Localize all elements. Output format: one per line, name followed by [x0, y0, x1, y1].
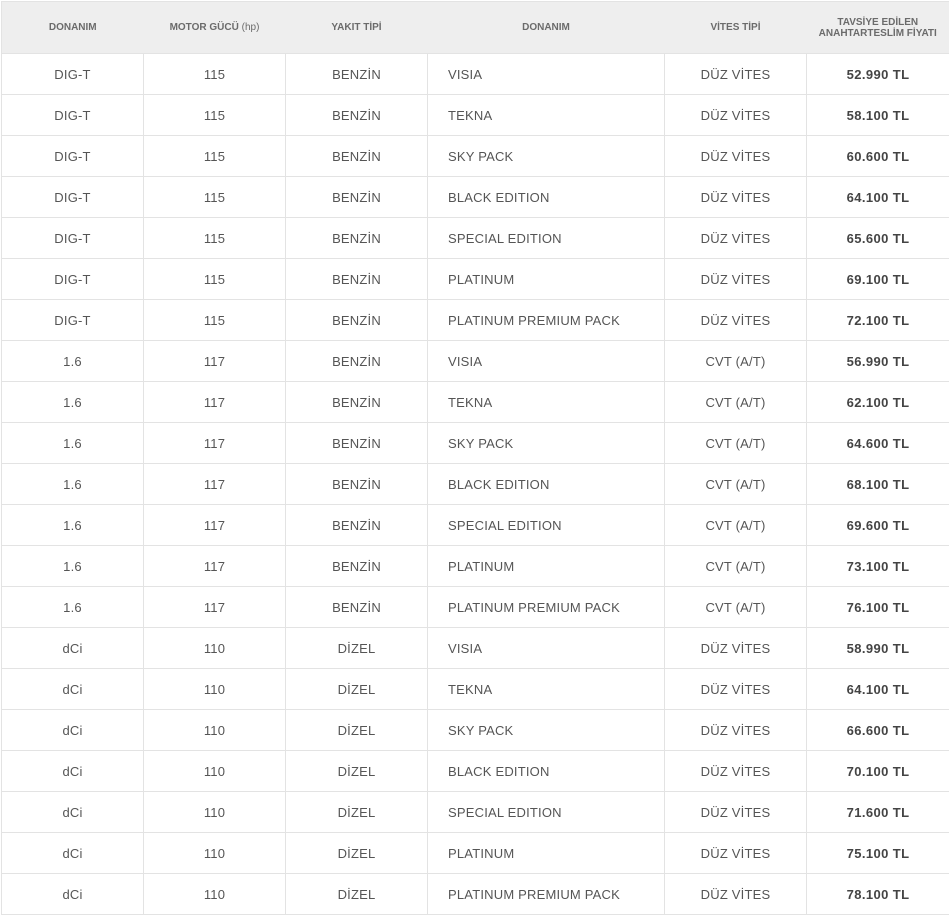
cell-transmission: DÜZ VİTES	[665, 833, 807, 874]
table-row	[2, 259, 949, 300]
cell-transmission: DÜZ VİTES	[665, 710, 807, 751]
cell-engine: dCi	[2, 628, 144, 669]
cell-transmission: DÜZ VİTES	[665, 628, 807, 669]
table-header	[2, 2, 949, 54]
cell-engine: dCi	[2, 751, 144, 792]
cell-fuel: DİZEL	[286, 628, 428, 669]
cell-fuel: DİZEL	[286, 710, 428, 751]
cell-engine: dCi	[2, 874, 144, 915]
cell-trim: VISIA	[428, 341, 665, 382]
cell-fuel: BENZİN	[286, 259, 428, 300]
cell-power: 110	[144, 669, 286, 710]
cell-fuel: DİZEL	[286, 833, 428, 874]
table-row	[2, 751, 949, 792]
cell-engine: dCi	[2, 792, 144, 833]
cell-trim: SKY PACK	[428, 423, 665, 464]
cell-power: 110	[144, 628, 286, 669]
cell-trim: VISIA	[428, 628, 665, 669]
cell-engine: 1.6	[2, 587, 144, 628]
cell-transmission: DÜZ VİTES	[665, 136, 807, 177]
cell-engine: DIG-T	[2, 95, 144, 136]
table-row	[2, 423, 949, 464]
cell-trim: PLATINUM	[428, 833, 665, 874]
cell-transmission: CVT (A/T)	[665, 546, 807, 587]
cell-fuel: BENZİN	[286, 423, 428, 464]
cell-power: 115	[144, 218, 286, 259]
cell-fuel: BENZİN	[286, 177, 428, 218]
cell-fuel: BENZİN	[286, 136, 428, 177]
cell-trim: PLATINUM PREMIUM PACK	[428, 587, 665, 628]
cell-price: 60.600 TL	[807, 136, 949, 177]
header-price: TAVSİYE EDİLEN ANAHTARTESLİM FİYATI	[807, 2, 949, 54]
cell-power: 115	[144, 259, 286, 300]
cell-power: 110	[144, 833, 286, 874]
table-row	[2, 382, 949, 423]
cell-price: 73.100 TL	[807, 546, 949, 587]
cell-engine: 1.6	[2, 341, 144, 382]
table-body	[2, 54, 949, 915]
cell-power: 117	[144, 464, 286, 505]
header-trim: DONANIM	[428, 2, 665, 54]
cell-trim: SPECIAL EDITION	[428, 218, 665, 259]
cell-transmission: DÜZ VİTES	[665, 792, 807, 833]
cell-fuel: DİZEL	[286, 792, 428, 833]
cell-fuel: DİZEL	[286, 751, 428, 792]
cell-transmission: DÜZ VİTES	[665, 218, 807, 259]
cell-price: 52.990 TL	[807, 54, 949, 95]
cell-transmission: DÜZ VİTES	[665, 95, 807, 136]
cell-transmission: CVT (A/T)	[665, 341, 807, 382]
table-row	[2, 710, 949, 751]
cell-fuel: BENZİN	[286, 464, 428, 505]
table-row	[2, 136, 949, 177]
cell-fuel: BENZİN	[286, 218, 428, 259]
cell-transmission: DÜZ VİTES	[665, 259, 807, 300]
cell-power: 110	[144, 792, 286, 833]
cell-transmission: CVT (A/T)	[665, 505, 807, 546]
cell-transmission: DÜZ VİTES	[665, 300, 807, 341]
cell-price: 58.990 TL	[807, 628, 949, 669]
table-row	[2, 464, 949, 505]
cell-transmission: DÜZ VİTES	[665, 54, 807, 95]
cell-power: 110	[144, 710, 286, 751]
cell-transmission: CVT (A/T)	[665, 382, 807, 423]
cell-trim: PLATINUM	[428, 259, 665, 300]
cell-trim: PLATINUM PREMIUM PACK	[428, 300, 665, 341]
cell-price: 64.600 TL	[807, 423, 949, 464]
cell-trim: TEKNA	[428, 95, 665, 136]
cell-trim: BLACK EDITION	[428, 177, 665, 218]
cell-transmission: CVT (A/T)	[665, 587, 807, 628]
cell-fuel: DİZEL	[286, 874, 428, 915]
cell-power: 117	[144, 505, 286, 546]
cell-price: 76.100 TL	[807, 587, 949, 628]
cell-price: 69.600 TL	[807, 505, 949, 546]
cell-engine: dCi	[2, 833, 144, 874]
price-table	[1, 1, 949, 915]
cell-fuel: BENZİN	[286, 54, 428, 95]
table-row	[2, 505, 949, 546]
cell-power: 117	[144, 423, 286, 464]
cell-engine: DIG-T	[2, 300, 144, 341]
cell-price: 71.600 TL	[807, 792, 949, 833]
cell-power: 117	[144, 382, 286, 423]
table-row	[2, 341, 949, 382]
cell-fuel: BENZİN	[286, 505, 428, 546]
cell-power: 117	[144, 587, 286, 628]
table-row	[2, 218, 949, 259]
header-row	[2, 2, 949, 54]
cell-transmission: CVT (A/T)	[665, 423, 807, 464]
cell-transmission: DÜZ VİTES	[665, 874, 807, 915]
cell-power: 115	[144, 136, 286, 177]
cell-engine: DIG-T	[2, 54, 144, 95]
cell-transmission: DÜZ VİTES	[665, 751, 807, 792]
cell-price: 72.100 TL	[807, 300, 949, 341]
cell-power: 110	[144, 751, 286, 792]
table-row	[2, 874, 949, 915]
cell-price: 70.100 TL	[807, 751, 949, 792]
cell-engine: 1.6	[2, 546, 144, 587]
cell-engine: DIG-T	[2, 218, 144, 259]
cell-price: 64.100 TL	[807, 177, 949, 218]
cell-fuel: BENZİN	[286, 382, 428, 423]
cell-fuel: BENZİN	[286, 546, 428, 587]
cell-power: 115	[144, 95, 286, 136]
cell-price: 65.600 TL	[807, 218, 949, 259]
cell-trim: TEKNA	[428, 382, 665, 423]
cell-trim: SKY PACK	[428, 136, 665, 177]
table-row	[2, 177, 949, 218]
cell-power: 110	[144, 874, 286, 915]
cell-transmission: CVT (A/T)	[665, 464, 807, 505]
cell-price: 56.990 TL	[807, 341, 949, 382]
table-row	[2, 628, 949, 669]
cell-price: 58.100 TL	[807, 95, 949, 136]
cell-engine: dCi	[2, 669, 144, 710]
header-transmission: VİTES TİPİ	[665, 2, 807, 54]
cell-fuel: BENZİN	[286, 95, 428, 136]
cell-price: 68.100 TL	[807, 464, 949, 505]
cell-power: 115	[144, 54, 286, 95]
cell-trim: PLATINUM PREMIUM PACK	[428, 874, 665, 915]
cell-price: 62.100 TL	[807, 382, 949, 423]
cell-price: 75.100 TL	[807, 833, 949, 874]
table-row	[2, 546, 949, 587]
cell-price: 69.100 TL	[807, 259, 949, 300]
cell-power: 115	[144, 177, 286, 218]
cell-engine: 1.6	[2, 464, 144, 505]
cell-transmission: DÜZ VİTES	[665, 669, 807, 710]
header-power: MOTOR GÜCÜ (hp)	[144, 2, 286, 54]
cell-engine: DIG-T	[2, 177, 144, 218]
table-row	[2, 300, 949, 341]
cell-trim: SKY PACK	[428, 710, 665, 751]
cell-trim: VISIA	[428, 54, 665, 95]
cell-fuel: BENZİN	[286, 587, 428, 628]
cell-engine: 1.6	[2, 423, 144, 464]
cell-price: 66.600 TL	[807, 710, 949, 751]
table-row	[2, 792, 949, 833]
cell-engine: DIG-T	[2, 259, 144, 300]
cell-price: 64.100 TL	[807, 669, 949, 710]
cell-fuel: BENZİN	[286, 341, 428, 382]
cell-fuel: BENZİN	[286, 300, 428, 341]
cell-power: 117	[144, 341, 286, 382]
table-row	[2, 54, 949, 95]
cell-engine: 1.6	[2, 382, 144, 423]
cell-engine: dCi	[2, 710, 144, 751]
table-row	[2, 587, 949, 628]
cell-power: 115	[144, 300, 286, 341]
cell-trim: BLACK EDITION	[428, 464, 665, 505]
header-power-unit: (hp)	[241, 22, 260, 33]
cell-price: 78.100 TL	[807, 874, 949, 915]
cell-fuel: DİZEL	[286, 669, 428, 710]
table-row	[2, 669, 949, 710]
header-engine: DONANIM	[2, 2, 144, 54]
cell-power: 117	[144, 546, 286, 587]
cell-trim: BLACK EDITION	[428, 751, 665, 792]
cell-trim: SPECIAL EDITION	[428, 505, 665, 546]
cell-trim: PLATINUM	[428, 546, 665, 587]
cell-engine: DIG-T	[2, 136, 144, 177]
table-row	[2, 95, 949, 136]
header-fuel: YAKIT TİPİ	[286, 2, 428, 54]
cell-transmission: DÜZ VİTES	[665, 177, 807, 218]
cell-trim: SPECIAL EDITION	[428, 792, 665, 833]
cell-trim: TEKNA	[428, 669, 665, 710]
cell-engine: 1.6	[2, 505, 144, 546]
table-row	[2, 833, 949, 874]
